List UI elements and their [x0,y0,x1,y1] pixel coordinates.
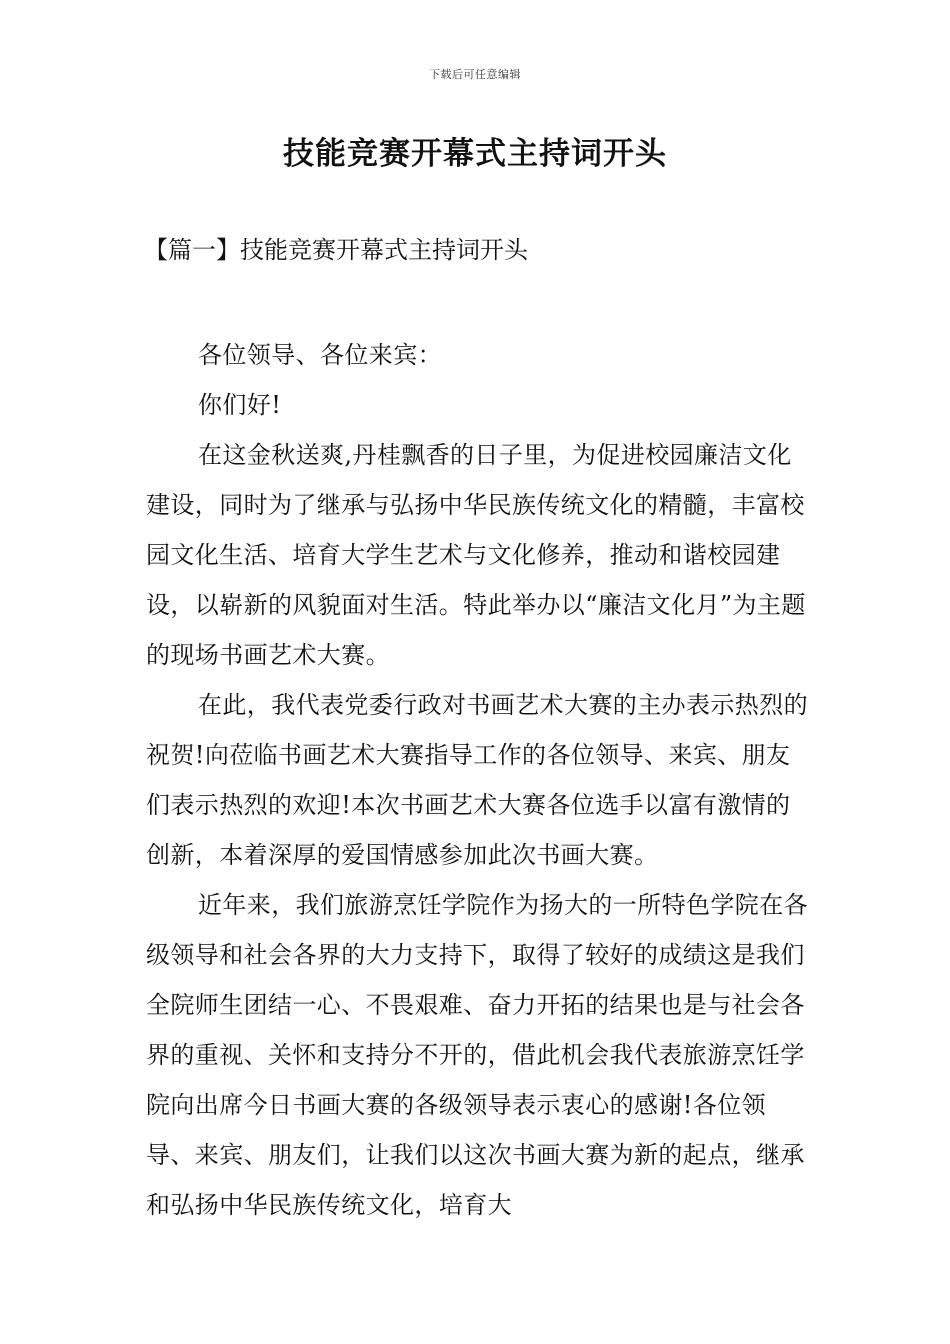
document-body [146,330,810,1230]
body-paragraph-achievements: 近年来，我们旅游烹饪学院作为扬大的一所特色学院在各级领导和社会各界的大力支持下，取得了较好的成绩这是我们全院师生团结一心、不畏艰难、奋力开拓的结果也是与社会各界的重视、关怀和支持分不开的，借此机会我代表旅游烹饪学院向出席今日书画大赛的各级领导表示衷心的感谢!各位领导、来宾、朋友们，让我们以这次书画大赛为新的起点，继承和弘扬中华民族传统文化，培育大 [146,891,808,1219]
body-paragraph-congratulations: 在此，我代表党委行政对书画艺术大赛的主办表示热烈的祝贺!向莅临书画艺术大赛指导工作的各位领导、来宾、朋友们表示热烈的欢迎!本次书画艺术大赛各位选手以富有激情的创新，本着深厚的爱国情感参加此次书画大赛。 [146,691,808,869]
document-title: 技能竞赛开幕式主持词开头 [283,136,667,172]
body-paragraph-greeting: 各位领导、各位来宾： [198,341,442,369]
section-heading: 【篇一】技能竞赛开幕式主持词开头 [144,236,528,264]
body-paragraph-intro: 在这金秋送爽,丹桂飘香的日子里，为促进校园廉洁文化建设，同时为了继承与弘扬中华民族传统文化的精髓，丰富校园文化生活、培育大学生艺术与文化修养，推动和谐校园建设，以崭新的风貌面对生活。特此举办以“廉洁文化月”为主题的现场书画艺术大赛。 [146,441,806,669]
body-paragraph-hello: 你们好! [198,391,282,419]
header-note: 下载后可任意编辑 [429,68,521,81]
